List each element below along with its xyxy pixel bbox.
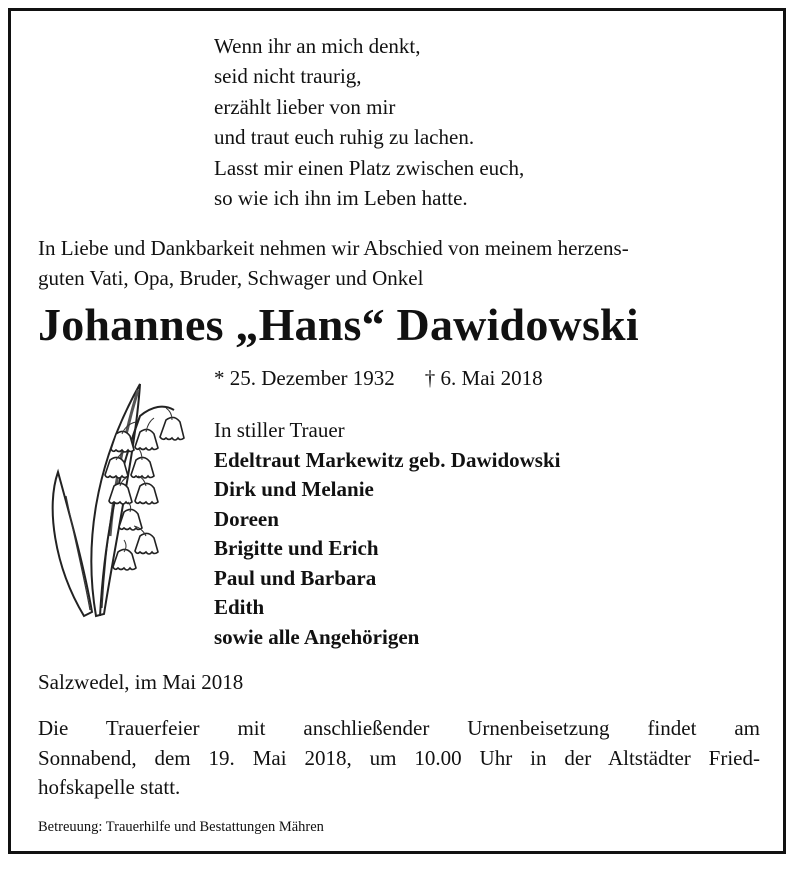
funeral-line: hofskapelle statt.	[38, 775, 181, 799]
lily-of-the-valley-icon	[44, 376, 204, 626]
intro-line: In Liebe und Dankbarkeit nehmen wir Abschied von meinem herzens-	[38, 236, 629, 260]
poem-line: Lasst mir einen Platz zwischen euch,	[214, 155, 525, 180]
deceased-name: Johannes „Hans“ Dawidowski	[38, 299, 639, 350]
birth-date: * 25. Dezember 1932	[214, 366, 395, 390]
poem-line: so wie ich ihn im Leben hatte.	[214, 186, 468, 211]
poem-line: erzählt lieber von mir	[214, 94, 396, 119]
mourners-list	[214, 446, 560, 653]
poem-line: seid nicht traurig,	[214, 64, 362, 89]
mourner-entry: Dirk und Melanie	[214, 477, 374, 501]
poem-line: und traut euch ruhig zu lachen.	[214, 125, 475, 150]
mourning-heading: In stiller Trauer	[214, 418, 345, 442]
funeral-line: Die Trauerfeier mit anschließender Urnenbeisetzung findet am	[38, 716, 760, 740]
place-date: Salzwedel, im Mai 2018	[38, 670, 244, 694]
funeral-info	[38, 714, 760, 803]
mourner-entry: Edeltraut Markewitz geb. Dawidowski	[214, 447, 561, 472]
mourner-entry: Paul und Barbara	[214, 565, 377, 590]
intro-line: guten Vati, Opa, Bruder, Schwager und Onkel	[38, 266, 424, 290]
poem	[214, 31, 524, 213]
mourner-entry: sowie alle Angehörigen	[214, 624, 420, 649]
death-date: † 6. Mai 2018	[424, 366, 543, 390]
funeral-line: Sonnabend, dem 19. Mai 2018, um 10.00 Uhr in der Altstädter Fried-	[38, 745, 760, 770]
life-dates	[214, 363, 543, 393]
intro-text	[38, 233, 762, 293]
care-note: Betreuung: Trauerhilfe und Bestattungen Mähren	[38, 819, 324, 835]
mourner-entry: Doreen	[214, 506, 279, 531]
mourning-block	[214, 416, 560, 652]
mourner-entry: Edith	[214, 595, 265, 619]
mourner-entry: Brigitte und Erich	[214, 536, 379, 560]
poem-line: Wenn ihr an mich denkt,	[214, 34, 421, 58]
